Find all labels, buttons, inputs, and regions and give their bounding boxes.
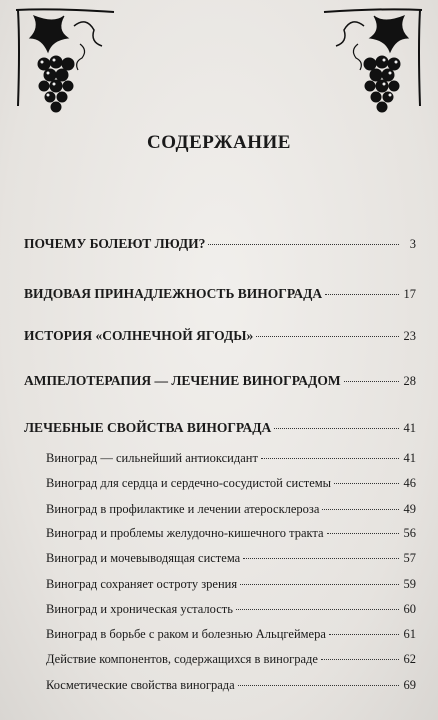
- toc-section-title: Виноград — сильнейший антиоксидант: [46, 451, 258, 465]
- toc-page-number: 3: [409, 237, 416, 251]
- toc-chapter-title: ПОЧЕМУ БОЛЕЮТ ЛЮДИ?: [24, 236, 206, 251]
- toc-chapter[interactable]: [24, 373, 416, 389]
- dot-leader: [256, 336, 399, 337]
- toc-section[interactable]: [46, 577, 416, 592]
- dot-leader: [321, 659, 399, 660]
- toc-chapter[interactable]: [24, 236, 416, 252]
- toc-section-title: Виноград для сердца и сердечно-сосудистой системы: [46, 476, 332, 490]
- toc-page-number: 17: [403, 287, 416, 301]
- toc-chapter[interactable]: [24, 328, 416, 344]
- toc-page-number: 41: [403, 421, 416, 435]
- toc-section-title: Виноград сохраняет остроту зрения: [46, 577, 238, 591]
- dot-leader: [334, 483, 399, 484]
- toc-page-number: 49: [403, 502, 416, 516]
- toc-section-title: Виноград в борьбе с раком и болезнью Альцгеймера: [46, 627, 326, 641]
- toc-section[interactable]: [46, 551, 416, 566]
- toc-section[interactable]: [46, 502, 416, 517]
- toc-page-number: 62: [403, 652, 416, 666]
- toc-section-title: Виноград и хроническая усталость: [46, 602, 233, 616]
- toc-section[interactable]: [46, 678, 416, 693]
- toc-page-number: 56: [403, 526, 416, 540]
- toc-page-number: 41: [403, 451, 416, 465]
- dot-leader: [208, 244, 399, 245]
- dot-leader: [322, 509, 399, 510]
- toc-page-number: 46: [403, 476, 416, 490]
- toc-page-number: 23: [403, 329, 416, 343]
- toc-chapter-title: ЛЕЧЕБНЫЕ СВОЙСТВА ВИНОГРАДА: [24, 420, 272, 435]
- toc-page-number: 69: [403, 678, 416, 692]
- dot-leader: [344, 381, 399, 382]
- toc-chapter[interactable]: [24, 286, 416, 302]
- dot-leader: [240, 584, 399, 585]
- dot-leader: [238, 685, 399, 686]
- toc-section-title: Виноград в профилактике и лечении атеросклероза: [46, 502, 320, 516]
- toc-page-number: 60: [403, 602, 416, 616]
- toc-section-title: Косметические свойства винограда: [46, 678, 235, 692]
- dot-leader: [274, 428, 399, 429]
- toc-section[interactable]: [46, 526, 416, 541]
- toc-page-number: 57: [403, 551, 416, 565]
- dot-leader: [261, 458, 399, 459]
- dot-leader: [327, 533, 399, 534]
- toc-chapter-title: ИСТОРИЯ «СОЛНЕЧНОЙ ЯГОДЫ»: [24, 328, 254, 343]
- toc-section[interactable]: [46, 627, 416, 642]
- toc-chapter-title: ВИДОВАЯ ПРИНАДЛЕЖНОСТЬ ВИНОГРАДА: [24, 286, 323, 301]
- dot-leader: [236, 609, 399, 610]
- page-title: СОДЕРЖАНИЕ: [147, 132, 291, 153]
- toc-section-title: Виноград и мочевыводящая система: [46, 551, 241, 565]
- toc-page-number: 28: [403, 374, 416, 388]
- dot-leader: [329, 634, 399, 635]
- dot-leader: [325, 294, 399, 295]
- toc-section[interactable]: [46, 476, 416, 491]
- toc-chapter[interactable]: [24, 420, 416, 436]
- toc-chapter-title: АМПЕЛОТЕРАПИЯ — ЛЕЧЕНИЕ ВИНОГРАДОМ: [24, 373, 341, 388]
- toc-section-title: Виноград и проблемы желудочно-кишечного тракта: [46, 526, 324, 540]
- dot-leader: [243, 558, 399, 559]
- toc-page-number: 61: [403, 627, 416, 641]
- toc-page-number: 59: [403, 577, 416, 591]
- toc-section-title: Действие компонентов, содержащихся в винограде: [46, 652, 318, 666]
- toc-section[interactable]: [46, 451, 416, 466]
- toc-section[interactable]: [46, 602, 416, 617]
- toc-section[interactable]: [46, 652, 416, 667]
